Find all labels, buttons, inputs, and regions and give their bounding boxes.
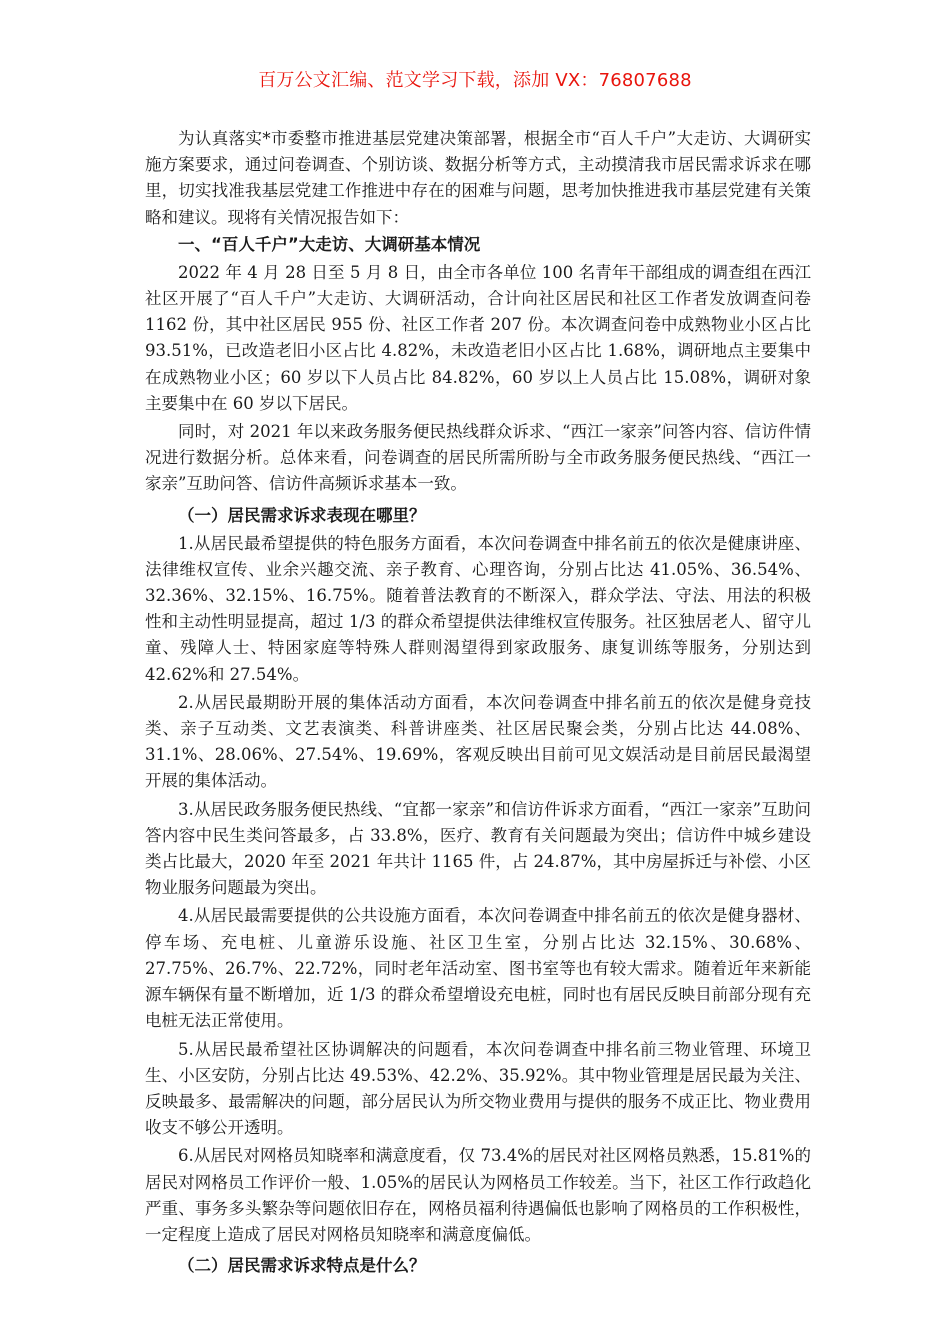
promo-header: 百万公文汇编、范文学习下载，添加 VX：76807688 bbox=[258, 70, 692, 91]
item-2-paragraph: 2.从居民最期盼开展的集体活动方面看，本次问卷调查中排名前五的依次是健身竞技类、亲子互动类、文艺表演类、科普讲座类、社区居民聚会类，分别占比达 44.08%、31.1%、28.06%、27.54%、19.69%，客观反映出目前可见文娱活动是目前居民最渴望开展的集体活动。 bbox=[145, 692, 811, 791]
item-5-paragraph: 5.从居民最希望社区协调解决的问题看，本次问卷调查中排名前三物业管理、环境卫生、小区安防，分别占比达 49.53%、42.2%、35.92%。其中物业管理是居民最为关注、反映最多、最需解决的问题，部分居民认为所交物业费用与提供的服务不成正比、物业费用收支不够公开透明。 bbox=[145, 1039, 811, 1138]
section-1-paragraph-2: 同时，对 2021 年以来政务服务便民热线群众诉求、“西江一家亲”问答内容、信访件情况进行数据分析。总体来看，问卷调查的居民所需所盼与全市政务服务便民热线、“西江一家亲”互助问答、信访件高频诉求基本一致。 bbox=[145, 422, 811, 494]
subsection-1-title: （一）居民需求诉求表现在哪里？ bbox=[178, 505, 426, 525]
item-1-paragraph: 1.从居民最希望提供的特色服务方面看，本次问卷调查中排名前五的依次是健康讲座、法律维权宣传、业余兴趣交流、亲子教育、心理咨询，分别占比达 41.05%、36.54%、32.36%、32.15%、16.75%。随着普法教育的不断深入，群众学法、守法、用法的积极性和主动性明显提高，超过 1/3 的群众希望提供法律维权宣传服务。社区独居老人、留守儿童、残障人士、特困家庭等特殊人群则渴望得到家政服务、康复训练等服务，分别达到 42.62%和 27.54%。 bbox=[145, 533, 811, 684]
item-4-paragraph: 4.从居民最需要提供的公共设施方面看，本次问卷调查中排名前五的依次是健身器材、停车场、充电桩、儿童游乐设施、社区卫生室，分别占比达 32.15%、30.68%、27.75%、26.7%、22.72%，同时老年活动室、图书室等也有较大需求。随着近年来新能源车辆保有量不断增加，近 1/3 的群众希望增设充电桩，同时也有居民反映目前部分现有充电桩无法正常使用。 bbox=[145, 906, 811, 1031]
subsection-2-title: （二）居民需求诉求特点是什么？ bbox=[178, 1256, 426, 1276]
item-6-paragraph: 6.从居民对网格员知晓率和满意度看，仅 73.4%的居民对社区网格员熟悉，15.81%的居民对网格员工作评价一般、1.05%的居民认为网格员工作较差。当下，社区工作行政趋化严重、事务多头繁杂等问题依旧存在，网格员福利待遇偏低也影响了网格员的工作积极性，一定程度上造成了居民对网格员知晓率和满意度偏低。 bbox=[145, 1146, 811, 1244]
item-3-paragraph: 3.从居民政务服务便民热线、“宜都一家亲”和信访件诉求方面看，“西江一家亲”互助问答内容中民生类问答最多，占 33.8%，医疗、教育有关问题最为突出；信访件中城乡建设类占比最大，2020 年至 2021 年共计 1165 件，占 24.87%，其中房屋拆迁与补偿、小区物业服务问题最为突出。 bbox=[145, 799, 811, 898]
document-body bbox=[145, 126, 811, 1279]
intro-paragraph: 为认真落实*市委整市推进基层党建决策部署，根据全市“百人千户”大走访、大调研实施方案要求，通过问卷调查、个别访谈、数据分析等方式，主动摸清我市居民需求诉求在哪里，切实找准我基层党建工作推进中存在的困难与问题，思考加快推进我市基层党建有关策略和建议。现将有关情况报告如下： bbox=[145, 129, 811, 227]
section-1-title: 一、“百人千户”大走访、大调研基本情况 bbox=[178, 234, 481, 254]
section-1-paragraph-1: 2022 年 4 月 28 日至 5 月 8 日，由全市各单位 100 名青年干部组成的调查组在西江社区开展了“百人千户”大走访、大调研活动，合计向社区居民和社区工作者发放调查问卷 1162 份，其中社区居民 955 份、社区工作者 207 份。本次调查问卷中成熟物业小区占比 93.51%，已改造老旧小区占比 4.82%，未改造老旧小区占比 1.68%，调研地点主要集中在成熟物业小区；60 岁以下人员占比 84.82%，60 岁以上人员占比 15.08%，调研对象主要集中在 60 岁以下居民。 bbox=[145, 262, 811, 413]
